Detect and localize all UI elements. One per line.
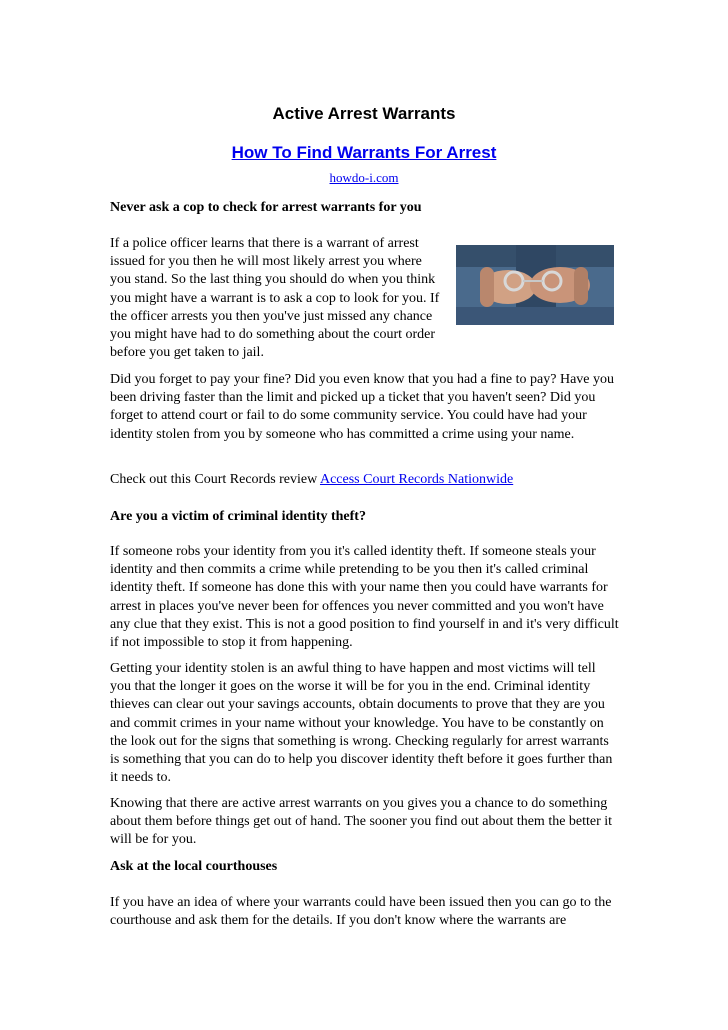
review-text: Check out this Court Records review: [110, 472, 320, 487]
intro-line: before you get taken to jail.: [110, 345, 264, 361]
article-title: Active Arrest Warrants: [272, 104, 456, 123]
paragraph-identity-theft: If someone robs your identity from you it's called identity theft. If someone steals your identity and then commits a crime while pretending to be you then it's called criminal identity theft. If someone has done this with your name then you could have warrants for arrest in places you've never been for offences you never committed and you won't have any clue that they exist. This is not a good position to find yourself in and it's very difficult if not impossible to stop it from happening.: [110, 544, 619, 651]
paragraph-courthouse: If you have an idea of where your warrants could have been issued then you can go to the courthouse and ask them for the details. If you don't know where the warrants are: [110, 895, 612, 929]
court-records-link[interactable]: Access Court Records Nationwide: [319, 472, 514, 487]
intro-paragraph: [110, 235, 460, 362]
intro-line: If a police officer learns that there is a warrant of arrest: [110, 236, 419, 251]
source-link[interactable]: howdo-i.com: [329, 170, 399, 185]
heading-never-ask: Never ask a cop to check for arrest warrants for you: [110, 200, 422, 215]
subtitle-link[interactable]: How To Find Warrants For Arrest: [231, 143, 497, 162]
paragraph-knowing: Knowing that there are active arrest warrants on you gives you a chance to do something about them before things get out of hand. The sooner you find out about them the better it will be for you.: [110, 796, 613, 848]
review-line: [110, 471, 620, 489]
heading-victim: Are you a victim of criminal identity theft?: [110, 509, 366, 524]
heading-courthouses: Ask at the local courthouses: [110, 859, 278, 874]
intro-line: you stand. So the last thing you should do when you think: [110, 272, 436, 288]
intro-line: you might have a warrant is to ask a cop to look for you. If: [110, 290, 440, 306]
handcuffs-photo: [456, 245, 614, 325]
article-subtitle: [0, 143, 728, 163]
intro-line: issued for you then he will most likely arrest you where: [110, 254, 422, 270]
intro-line: you might have had to do something about the court order: [110, 327, 436, 343]
paragraph-identity-stolen: Getting your identity stolen is an awful thing to have happen and most victims will tell you that the longer it goes on the worse it will be for you in the end. Criminal identity thieves can clear out your savings accounts, obtain documents to prove that they are you and commit crimes in your name without your knowledge. You have to be constantly on the look out for the signs that something is wrong. Checking regularly for arrest warrants is something that you can do to help you discover identity theft before it goes further than it needs to.: [110, 661, 613, 786]
intro-line: the officer arrests you then you've just missed any chance: [110, 308, 433, 324]
source-line: [0, 170, 728, 186]
paragraph-fine: Did you forget to pay your fine? Did you even know that you had a fine to pay? Have you been driving faster than the limit and picked up a ticket that you haven't seen? Did you forget to attend court or fail to do some community service. You could have had your identity stolen from you by someone who has committed a crime using your name.: [110, 372, 614, 442]
